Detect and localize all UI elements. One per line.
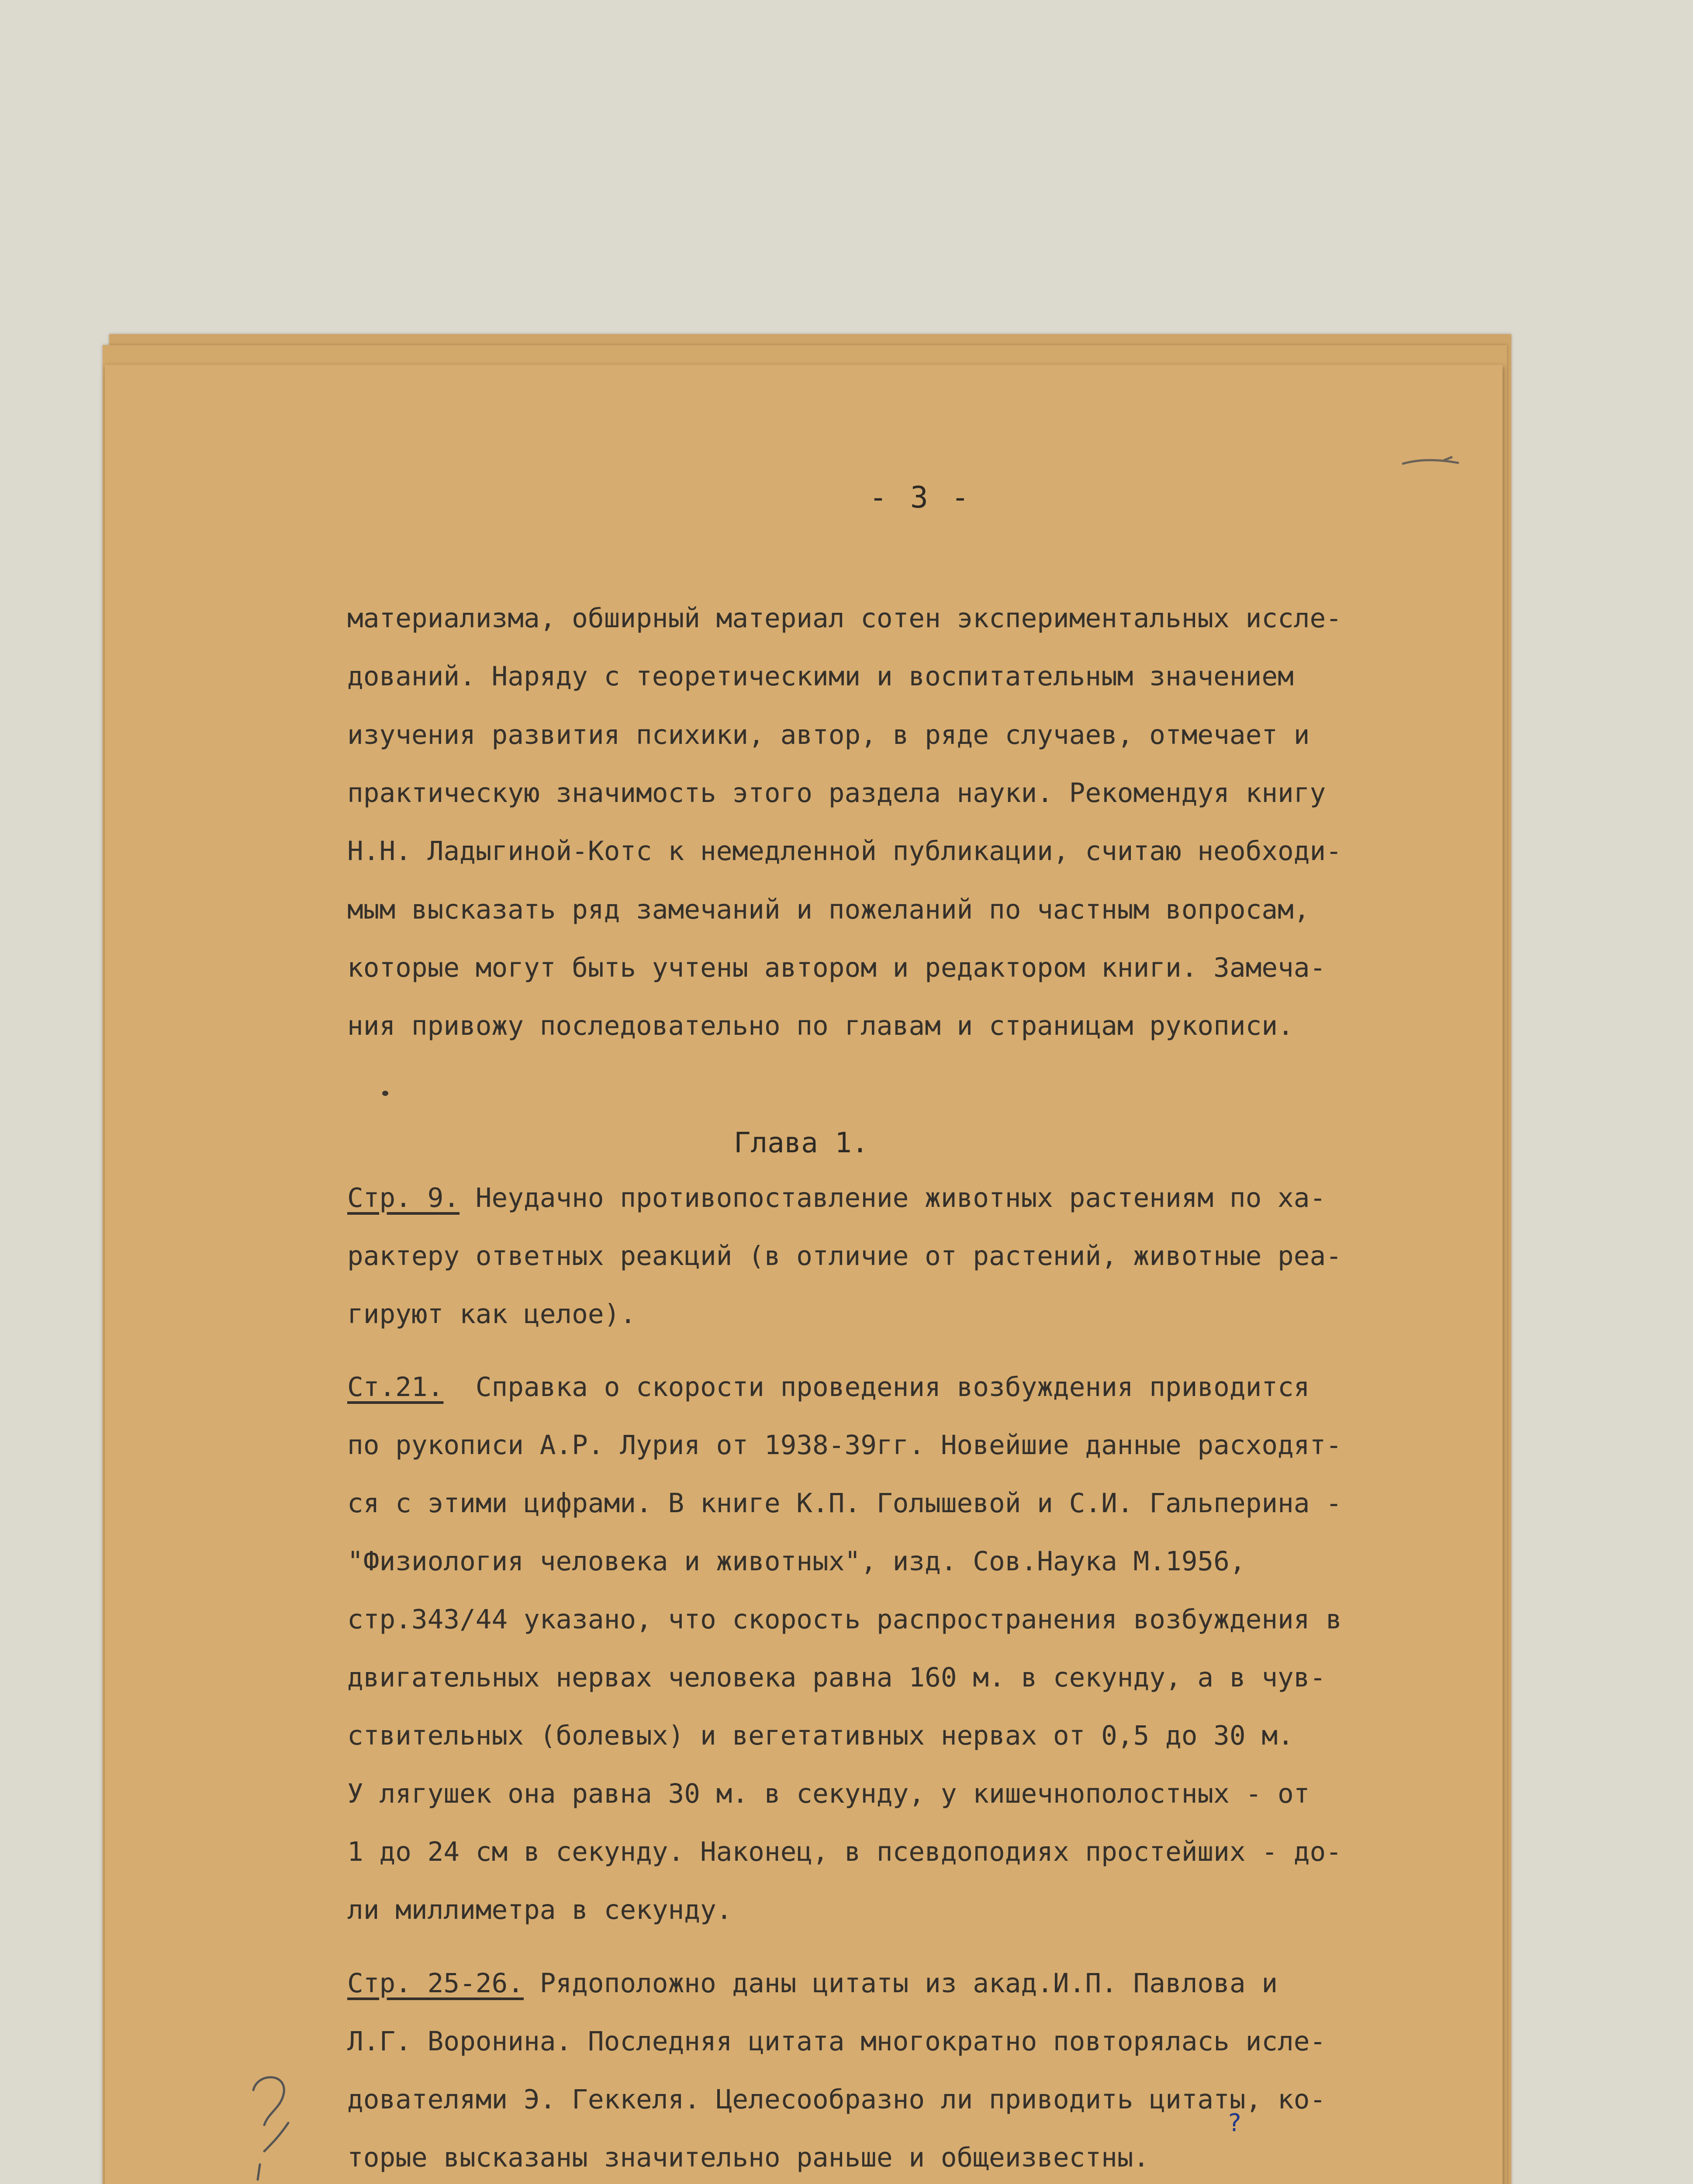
remark-line: ствительных (болевых) и вегетативных нервах от 0,5 до 30 м. <box>347 1720 1294 1751</box>
remark-line: рактеру ответных реакций (в отличие от растений, животные реа- <box>347 1241 1342 1272</box>
remark-line: по рукописи А.Р. Лурия от 1938-39гг. Новейшие данные расходят- <box>347 1430 1342 1461</box>
remark-line: ли миллиметра в секунду. <box>347 1894 732 1925</box>
paragraph-line: которые могут быть учтены автором и редактором книги. Замеча- <box>347 952 1326 983</box>
paragraph-line: изучения развития психики, автор, в ряде случаев, отмечает и <box>347 719 1310 750</box>
paragraph-line: практическую значимость этого раздела науки. Рекомендуя книгу <box>347 778 1326 809</box>
chapter-heading: Глава 1. <box>734 1127 869 1159</box>
remark-first-line <box>347 1970 1457 1997</box>
remark-line: "Физиология человека и животных", изд. Сов.Наука М.1956, <box>347 1546 1246 1577</box>
page-reference: Стр. 25-26. <box>347 1968 524 1999</box>
remark-line: У лягушек она равна 30 м. в секунду, у кишечнополостных - от <box>347 1778 1310 1809</box>
pencil-margin-question-mark <box>245 2070 297 2184</box>
remark-text: Рядоположно даны цитаты из акад.И.П. Павлова и <box>523 1968 1278 1999</box>
remark-line: Л.Г. Воронина. Последняя цитата многократно повторялась исле- <box>347 2026 1326 2057</box>
paragraph-line: ния привожу последовательно по главам и страницам рукописи. <box>347 1010 1294 1041</box>
remark-line: двигательных нервах человека равна 160 м. в секунду, а в чув- <box>347 1662 1326 1693</box>
remark-line: ся с этими цифрами. В книге К.П. Голышевой и С.И. Гальперина - <box>347 1488 1342 1519</box>
paragraph-line: мым высказать ряд замечаний и пожеланий по частным вопросам, <box>347 894 1310 925</box>
paragraph-line: материализма, обширный материал сотен экспериментальных иссле- <box>347 603 1342 634</box>
page-reference: Ст.21. <box>347 1372 444 1403</box>
handwritten-question-mark: ? <box>1228 2109 1241 2137</box>
paragraph-line: дований. Наряду с теоретическими и воспитательным значением <box>347 661 1294 692</box>
paragraph-line: Н.Н. Ладыгиной-Котс к немедленной публикации, считаю необходи- <box>347 836 1342 867</box>
remark-line: 1 до 24 см в секунду. Наконец, в псевдоподиях простейших - до- <box>347 1836 1342 1867</box>
pencil-tick-mark <box>1400 454 1461 472</box>
remark-text: Неудачно противопоставление животных растениям по ха- <box>460 1182 1326 1213</box>
page-reference: Стр. 9. <box>347 1182 460 1213</box>
remark-text: Справка о скорости проведения возбуждения приводится <box>443 1372 1310 1403</box>
remark-line: торые высказаны значительно раньше и общеизвестны. <box>347 2142 1150 2173</box>
ink-dot <box>382 1091 388 1096</box>
remark-line: гируют как целое). <box>347 1299 636 1330</box>
remark-first-line <box>347 1372 1457 1403</box>
remark-first-line <box>347 1182 1457 1213</box>
remark-line: дователями Э. Геккеля. Целесообразно ли приводить цитаты, ко- <box>347 2084 1326 2115</box>
remark-line: стр.343/44 указано, что скорость распространения возбуждения в <box>347 1604 1342 1635</box>
page-number: - 3 - <box>869 480 972 515</box>
